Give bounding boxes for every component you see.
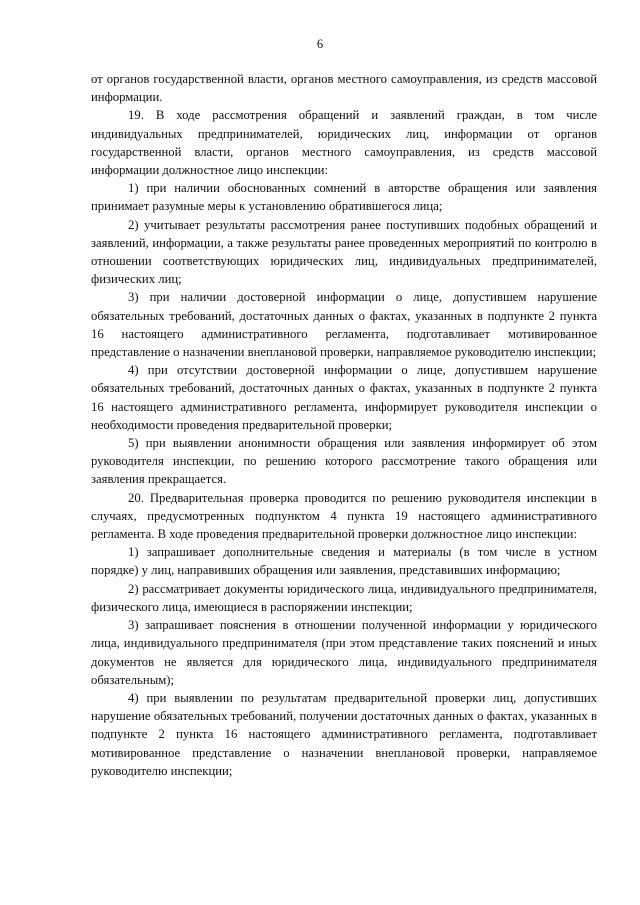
- paragraph-20-sub-3: 3) запрашивает пояснения в отношении полученной информации у юридического лица, индивидуального предпринимателя (при этом представление таких пояснений и иных документов не является для юридического лица, индивидуального предпринимателя обязательным);: [91, 618, 597, 687]
- paragraph-20-sub-1: 1) запрашивает дополнительные сведения и материалы (в том числе в устном порядке) у лиц, направивших обращения или заявления, представивших информацию;: [91, 545, 597, 578]
- paragraph-19-sub-3: 3) при наличии достоверной информации о лице, допустившем нарушение обязательных требований, достаточных данных о фактах, указанных в подпункте 2 пункта 16 настоящего административного регламента, подготавливает мотивированное представление о назначении внеплановой проверки, направляемое руководителю инспекции;: [91, 290, 597, 360]
- paragraph-19-sub-2: 2) учитывает результаты рассмотрения ранее поступивших подобных обращений и заявлений, информации, а также результаты ранее проведенных мероприятий по контролю в отношении соответствующих юридических лиц, индивидуальных предпринимателей, физических лиц;: [91, 217, 597, 287]
- paragraph-20-sub-4: 4) при выявлении по результатам предварительной проверки лиц, допустивших нарушение обязательных требований, получении достаточных данных о фактах, указанных в подпункте 2 пункта 16 настоящего административного регламента, подготавливает мотивированное представление о назначении внеплановой проверки, направляемое руководителю инспекции;: [91, 690, 597, 778]
- document-body: [91, 70, 597, 780]
- paragraph-19-sub-1: 1) при наличии обоснованных сомнений в авторстве обращения или заявления принимает разумные меры к установлению обратившегося лица;: [91, 181, 597, 214]
- paragraph-20-sub-2: 2) рассматривает документы юридического лица, индивидуального предпринимателя, физического лица, имеющиеся в распоряжении инспекции;: [91, 581, 597, 614]
- paragraph-19-sub-4: 4) при отсутствии достоверной информации о лице, допустившем нарушение обязательных требований, достаточных данных о фактах, указанных в подпункте 2 пункта 16 настоящего административного регламента, информирует руководителя инспекции о необходимости проведения предварительной проверки;: [91, 363, 597, 432]
- page-number: 6: [316, 37, 324, 51]
- paragraph-item-19: 19. В ходе рассмотрения обращений и заявлений граждан, в том числе индивидуальных предпринимателей, юридических лиц, информации от органов государственной власти, органов местного самоуправления, из средств массовой информации должностное лицо инспекции:: [91, 108, 597, 178]
- paragraph-item-20: 20. Предварительная проверка проводится по решению руководителя инспекции в случаях, предусмотренных подпунктом 4 пункта 19 настоящего административного регламента. В ходе проведения предварительной проверки должностное лицо инспекции:: [91, 490, 597, 542]
- paragraph-19-sub-5: 5) при выявлении анонимности обращения или заявления информирует об этом руководителя инспекции, по решению которого рассмотрение такого обращения или заявления прекращается.: [91, 436, 597, 487]
- paragraph-continuation: от органов государственной власти, органов местного самоуправления, из средств массовой информации.: [91, 72, 597, 105]
